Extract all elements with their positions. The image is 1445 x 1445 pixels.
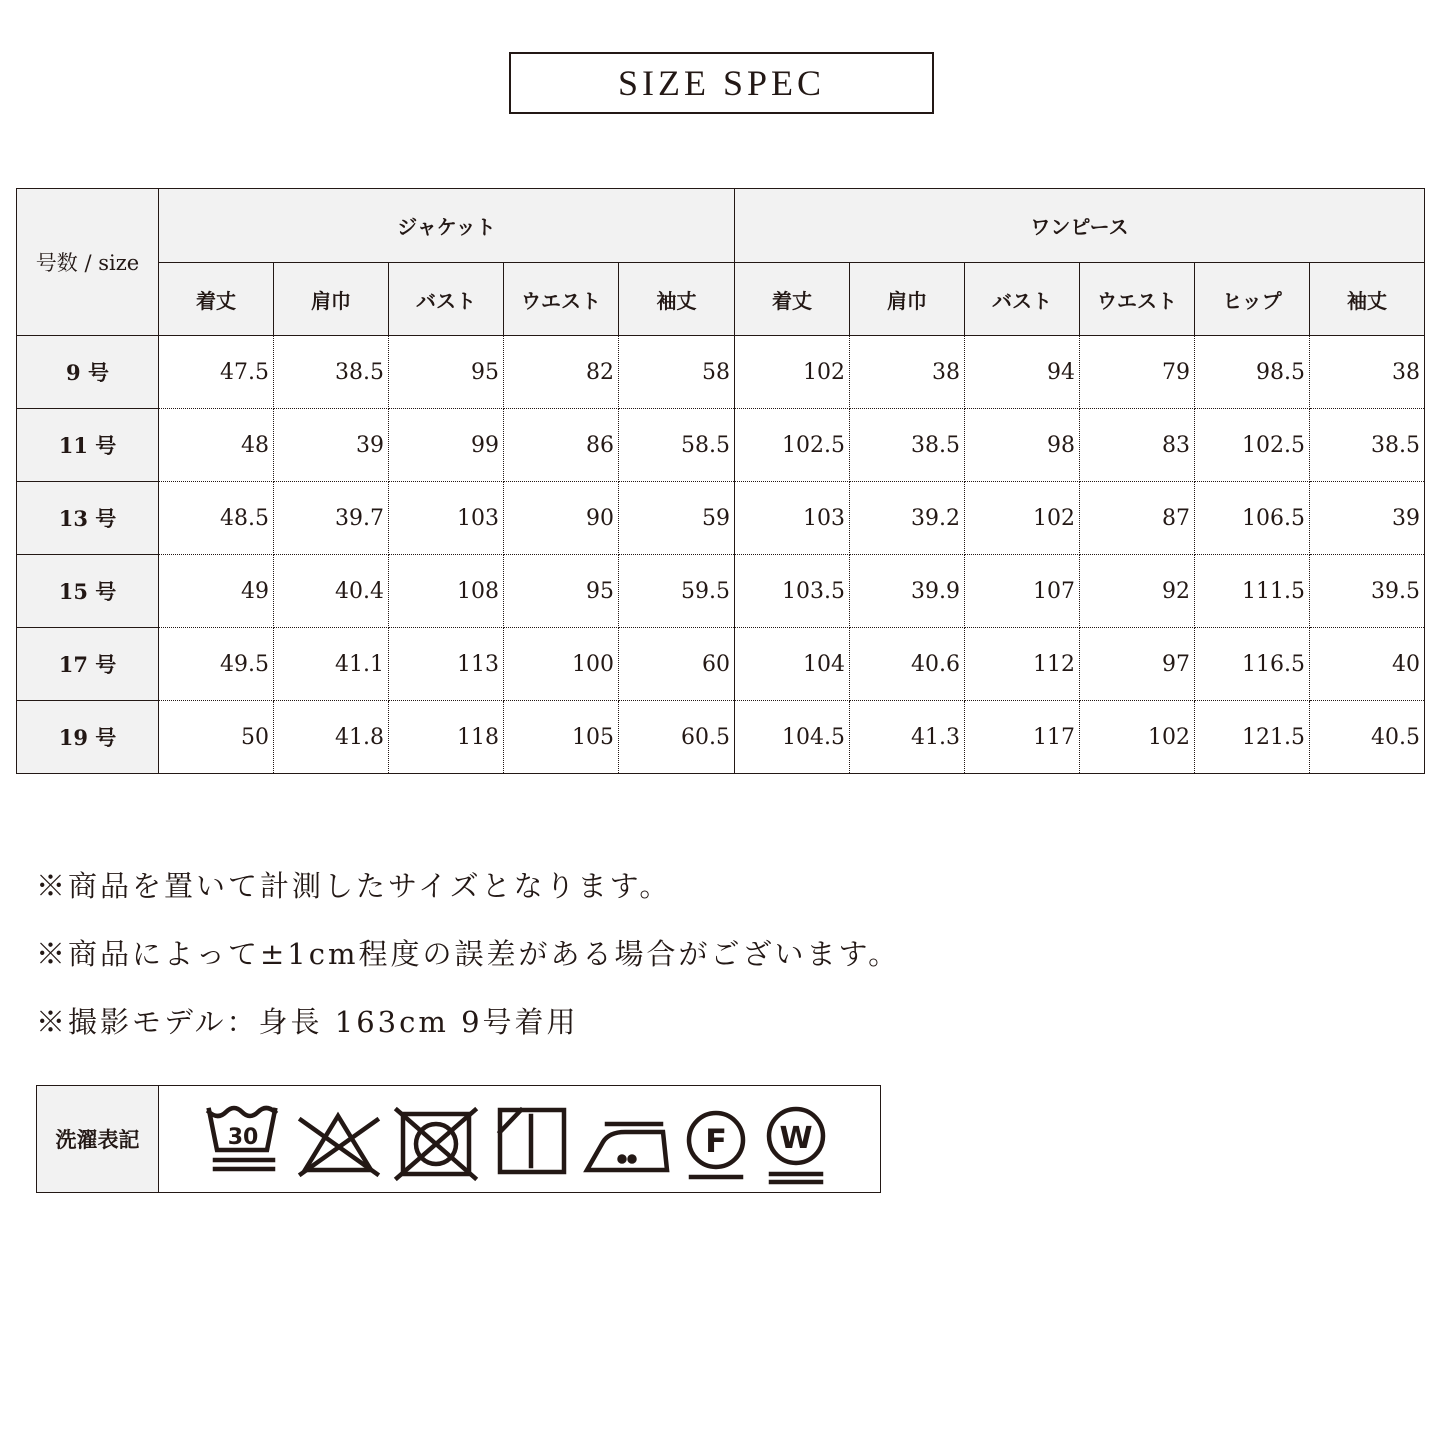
dress-value-cell: 83 <box>1080 409 1195 482</box>
size-label: 9 号 <box>17 336 159 409</box>
jacket-value-cell: 59.5 <box>619 555 735 628</box>
care-icons <box>159 1086 880 1192</box>
dress-value-cell: 104.5 <box>735 701 850 774</box>
jacket-value-cell: 40.4 <box>274 555 389 628</box>
dress-value-cell: 102 <box>1080 701 1195 774</box>
size-label: 19 号 <box>17 701 159 774</box>
column-header: バスト <box>965 263 1080 336</box>
dress-value-cell: 92 <box>1080 555 1195 628</box>
wet-clean-w-icon <box>769 1109 823 1182</box>
column-header: ヒップ <box>1195 263 1310 336</box>
jacket-value-cell: 90 <box>504 482 619 555</box>
dress-value-cell: 97 <box>1080 628 1195 701</box>
table-row <box>17 628 1425 701</box>
jacket-value-cell: 47.5 <box>159 336 274 409</box>
jacket-value-cell: 58 <box>619 336 735 409</box>
dry-clean-letter: F <box>705 1122 727 1160</box>
jacket-value-cell: 39 <box>274 409 389 482</box>
dress-value-cell: 87 <box>1080 482 1195 555</box>
column-header: ウエスト <box>1080 263 1195 336</box>
jacket-value-cell: 38.5 <box>274 336 389 409</box>
jacket-value-cell: 49.5 <box>159 628 274 701</box>
column-header: バスト <box>389 263 504 336</box>
size-spec-table <box>16 188 1425 774</box>
column-header: 袖丈 <box>1310 263 1425 336</box>
dress-value-cell: 104 <box>735 628 850 701</box>
dress-value-cell: 38 <box>1310 336 1425 409</box>
care-label-title: 洗濯表記 <box>37 1086 159 1192</box>
line-dry-shade-icon <box>500 1110 564 1172</box>
jacket-value-cell: 39.7 <box>274 482 389 555</box>
dress-value-cell: 40.6 <box>850 628 965 701</box>
iron-medium-icon <box>587 1124 667 1170</box>
jacket-value-cell: 95 <box>389 336 504 409</box>
dress-value-cell: 103 <box>735 482 850 555</box>
jacket-value-cell: 100 <box>504 628 619 701</box>
jacket-value-cell: 108 <box>389 555 504 628</box>
column-header: 袖丈 <box>619 263 735 336</box>
dress-value-cell: 117 <box>965 701 1080 774</box>
jacket-value-cell: 99 <box>389 409 504 482</box>
dress-value-cell: 121.5 <box>1195 701 1310 774</box>
page-title: SIZE SPEC <box>509 52 934 114</box>
group-header-row <box>17 189 1425 263</box>
dress-value-cell: 39 <box>1310 482 1425 555</box>
note-model: ※撮影モデル：身長 163cm 9号着用 <box>36 1005 579 1039</box>
jacket-value-cell: 50 <box>159 701 274 774</box>
wash-30-gentle-icon <box>209 1108 275 1169</box>
jacket-value-cell: 118 <box>389 701 504 774</box>
dress-value-cell: 102 <box>965 482 1080 555</box>
size-label: 11 号 <box>17 409 159 482</box>
wet-clean-letter: W <box>779 1121 813 1156</box>
jacket-value-cell: 86 <box>504 409 619 482</box>
jacket-value-cell: 49 <box>159 555 274 628</box>
dress-value-cell: 107 <box>965 555 1080 628</box>
column-header: 肩巾 <box>274 263 389 336</box>
dress-value-cell: 38.5 <box>1310 409 1425 482</box>
no-tumble-dry-icon <box>397 1110 475 1178</box>
jacket-value-cell: 95 <box>504 555 619 628</box>
dress-value-cell: 111.5 <box>1195 555 1310 628</box>
dress-value-cell: 98 <box>965 409 1080 482</box>
dry-clean-f-icon <box>689 1113 743 1177</box>
jacket-value-cell: 82 <box>504 336 619 409</box>
dress-value-cell: 38 <box>850 336 965 409</box>
column-header-row <box>17 263 1425 336</box>
dress-value-cell: 112 <box>965 628 1080 701</box>
dress-value-cell: 102.5 <box>1195 409 1310 482</box>
jacket-value-cell: 60 <box>619 628 735 701</box>
size-label: 17 号 <box>17 628 159 701</box>
dress-value-cell: 41.3 <box>850 701 965 774</box>
wash-temp-text: 30 <box>227 1125 259 1150</box>
dress-group-header: ワンピース <box>735 189 1425 263</box>
note-measurement: ※商品を置いて計測したサイズとなります。 <box>36 869 672 903</box>
size-label: 13 号 <box>17 482 159 555</box>
no-bleach-icon <box>301 1116 377 1174</box>
jacket-value-cell: 103 <box>389 482 504 555</box>
size-corner-header: 号数 / size <box>17 189 159 336</box>
dress-value-cell: 94 <box>965 336 1080 409</box>
dress-value-cell: 79 <box>1080 336 1195 409</box>
jacket-value-cell: 41.8 <box>274 701 389 774</box>
jacket-value-cell: 60.5 <box>619 701 735 774</box>
jacket-value-cell: 58.5 <box>619 409 735 482</box>
table-row <box>17 482 1425 555</box>
table-row <box>17 409 1425 482</box>
dress-value-cell: 116.5 <box>1195 628 1310 701</box>
note-tolerance: ※商品によって±1cm程度の誤差がある場合がございます。 <box>36 937 901 971</box>
column-header: 着丈 <box>735 263 850 336</box>
dress-value-cell: 106.5 <box>1195 482 1310 555</box>
table-row <box>17 555 1425 628</box>
notes <box>36 866 900 1070</box>
dress-value-cell: 40 <box>1310 628 1425 701</box>
dress-value-cell: 98.5 <box>1195 336 1310 409</box>
dress-value-cell: 38.5 <box>850 409 965 482</box>
dress-value-cell: 40.5 <box>1310 701 1425 774</box>
jacket-value-cell: 48.5 <box>159 482 274 555</box>
jacket-group-header: ジャケット <box>159 189 735 263</box>
column-header: ウエスト <box>504 263 619 336</box>
care-label-box <box>36 1085 881 1193</box>
table-row <box>17 701 1425 774</box>
jacket-value-cell: 48 <box>159 409 274 482</box>
jacket-value-cell: 41.1 <box>274 628 389 701</box>
dress-value-cell: 39.2 <box>850 482 965 555</box>
column-header: 肩巾 <box>850 263 965 336</box>
dress-value-cell: 39.5 <box>1310 555 1425 628</box>
table-row <box>17 336 1425 409</box>
jacket-value-cell: 105 <box>504 701 619 774</box>
dress-value-cell: 102.5 <box>735 409 850 482</box>
dress-value-cell: 39.9 <box>850 555 965 628</box>
size-label: 15 号 <box>17 555 159 628</box>
dress-value-cell: 103.5 <box>735 555 850 628</box>
jacket-value-cell: 113 <box>389 628 504 701</box>
dress-value-cell: 102 <box>735 336 850 409</box>
column-header: 着丈 <box>159 263 274 336</box>
jacket-value-cell: 59 <box>619 482 735 555</box>
